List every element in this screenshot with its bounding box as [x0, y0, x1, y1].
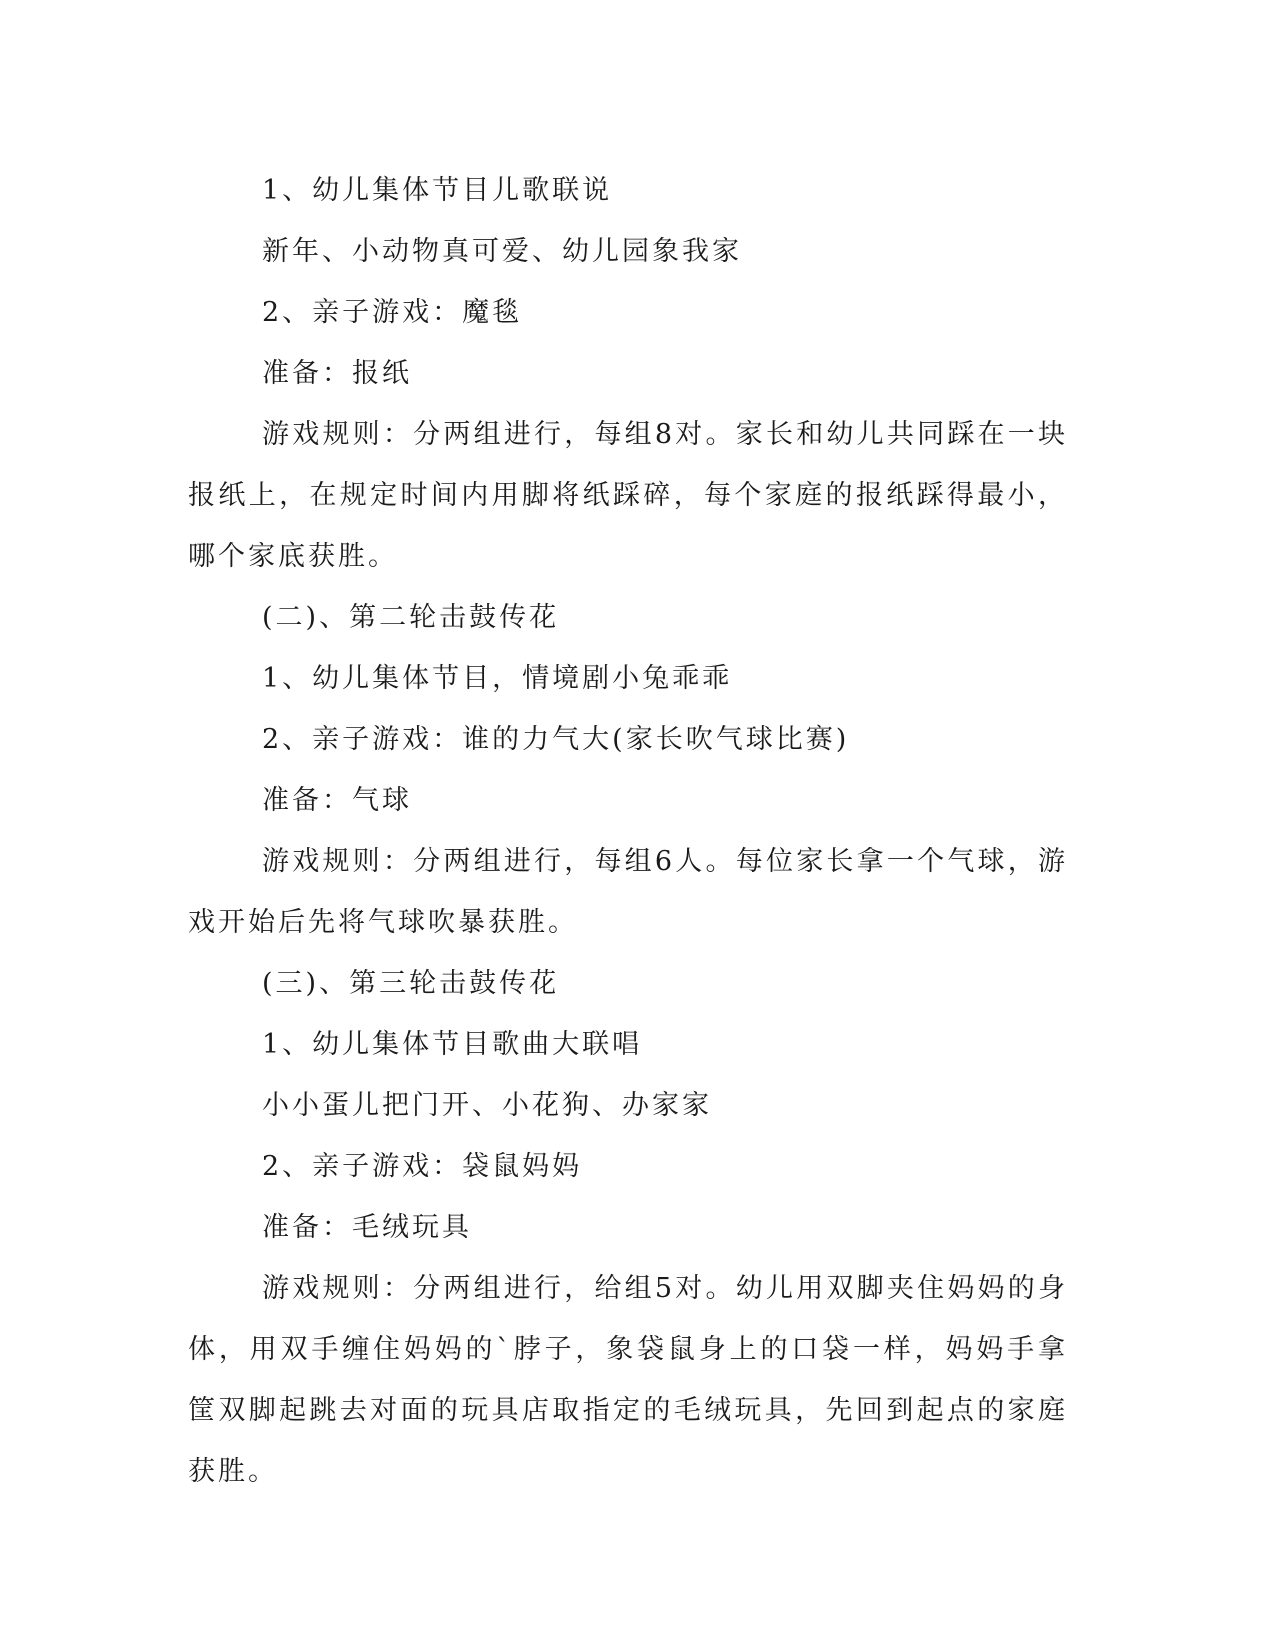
program-item-drama: 1、幼儿集体节目，情境剧小兔乖乖: [262, 663, 733, 694]
game-kangaroo-title: 2、亲子游戏：袋鼠妈妈: [262, 1151, 583, 1182]
document-body: [188, 160, 1068, 1502]
game-magic-carpet-rules: 游戏规则：分两组进行，每组8对。家长和幼儿共同踩在一块报纸上，在规定时间内用脚将纸踩碎，每个家庭的报纸踩得最小，哪个家底获胜。: [188, 419, 1068, 572]
song-list: 小小蛋儿把门开、小花狗、办家家: [262, 1090, 712, 1121]
game-balloon-rules: 游戏规则：分两组进行，每组6人。每位家长拿一个气球，游戏开始后先将气球吹暴获胜。: [188, 846, 1068, 938]
game-kangaroo-rules: 游戏规则：分两组进行，给组5对。幼儿用双脚夹住妈妈的身体，用双手缠住妈妈的`脖子，象袋鼠身上的口袋一样，妈妈手拿筐双脚起跳去对面的玩具店取指定的毛绒玩具，先回到起点的家庭获胜。: [188, 1273, 1068, 1487]
rhyme-list: 新年、小动物真可爱、幼儿园象我家: [262, 236, 742, 267]
program-item-songs: 1、幼儿集体节目歌曲大联唱: [262, 1029, 643, 1060]
game-kangaroo-prep: 准备：毛绒玩具: [262, 1212, 472, 1243]
round-two-heading: (二)、第二轮击鼓传花: [262, 602, 560, 633]
game-magic-carpet-title: 2、亲子游戏：魔毯: [262, 297, 523, 328]
game-magic-carpet-prep: 准备：报纸: [262, 358, 412, 389]
game-balloon-prep: 准备：气球: [262, 785, 412, 816]
round-three-heading: (三)、第三轮击鼓传花: [262, 968, 560, 999]
program-item-children-rhymes: 1、幼儿集体节目儿歌联说: [262, 175, 613, 206]
game-balloon-title: 2、亲子游戏：谁的力气大(家长吹气球比赛): [262, 724, 850, 755]
